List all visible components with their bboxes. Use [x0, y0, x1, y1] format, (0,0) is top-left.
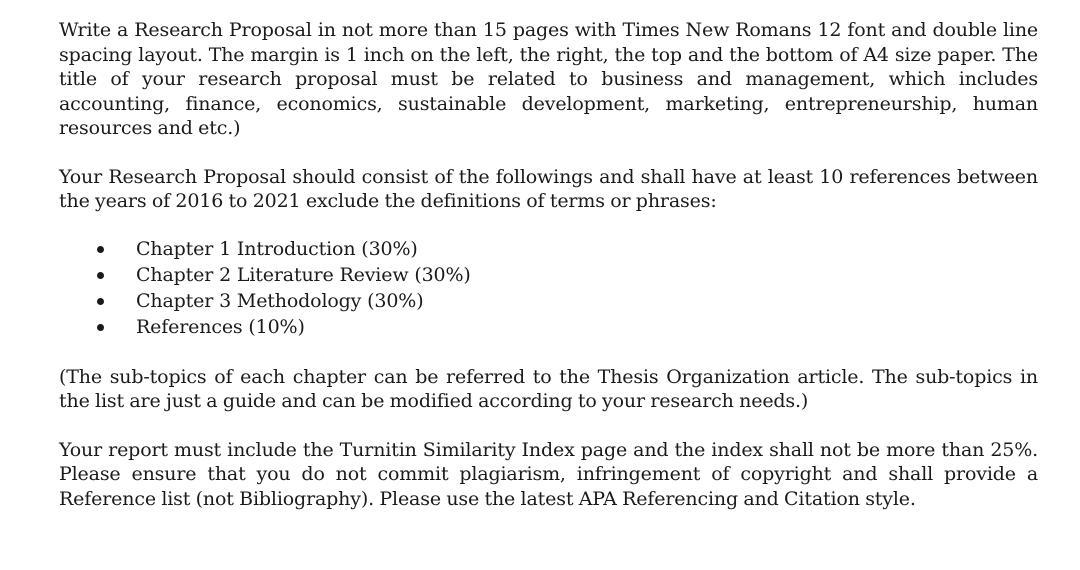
intro-paragraph: Write a Research Proposal in not more than 15 pages with Times New Romans 12 font and double line spacing layout. The margin is 1 inch on the left, the right, the top and the bottom of A4 size paper. The title of your research proposal must be related to business and management, which includes accounting, finance, economics, sustainable development, marketing, entrepreneurship, human resources and etc.) [59, 19, 1038, 139]
list-item [59, 236, 1038, 262]
bullet-icon [97, 324, 104, 331]
subtopics-note-paragraph: (The sub-topics of each chapter can be referred to the Thesis Organization article. The sub-topics in the list are just a guide and can be modified according to your research needs.) [59, 365, 1038, 413]
list-item [59, 262, 1038, 288]
bullet-icon [97, 246, 104, 253]
list-item [59, 288, 1038, 314]
list-item-label: References (10%) [136, 316, 305, 339]
requirements-paragraph: Your Research Proposal should consist of the followings and shall have at least 10 references between the years of 2016 to 2021 exclude the definitions of terms or phrases: [59, 165, 1038, 212]
bullet-icon [97, 298, 104, 305]
list-item-label: Chapter 2 Literature Review (30%) [136, 263, 471, 286]
list-item-label: Chapter 3 Methodology (30%) [136, 290, 424, 313]
list-item-label: Chapter 1 Introduction (30%) [136, 237, 418, 260]
turnitin-paragraph: Your report must include the Turnitin Similarity Index page and the index shall not be more than 25%. Please ensure that you do not commit plagiarism, infringement of copyright and shall provide a Reference list (not Bibliography). Please use the latest APA Referencing and Citation style. [59, 438, 1038, 510]
bullet-icon [97, 272, 104, 279]
chapter-list [59, 236, 1038, 341]
list-item [59, 314, 1038, 340]
